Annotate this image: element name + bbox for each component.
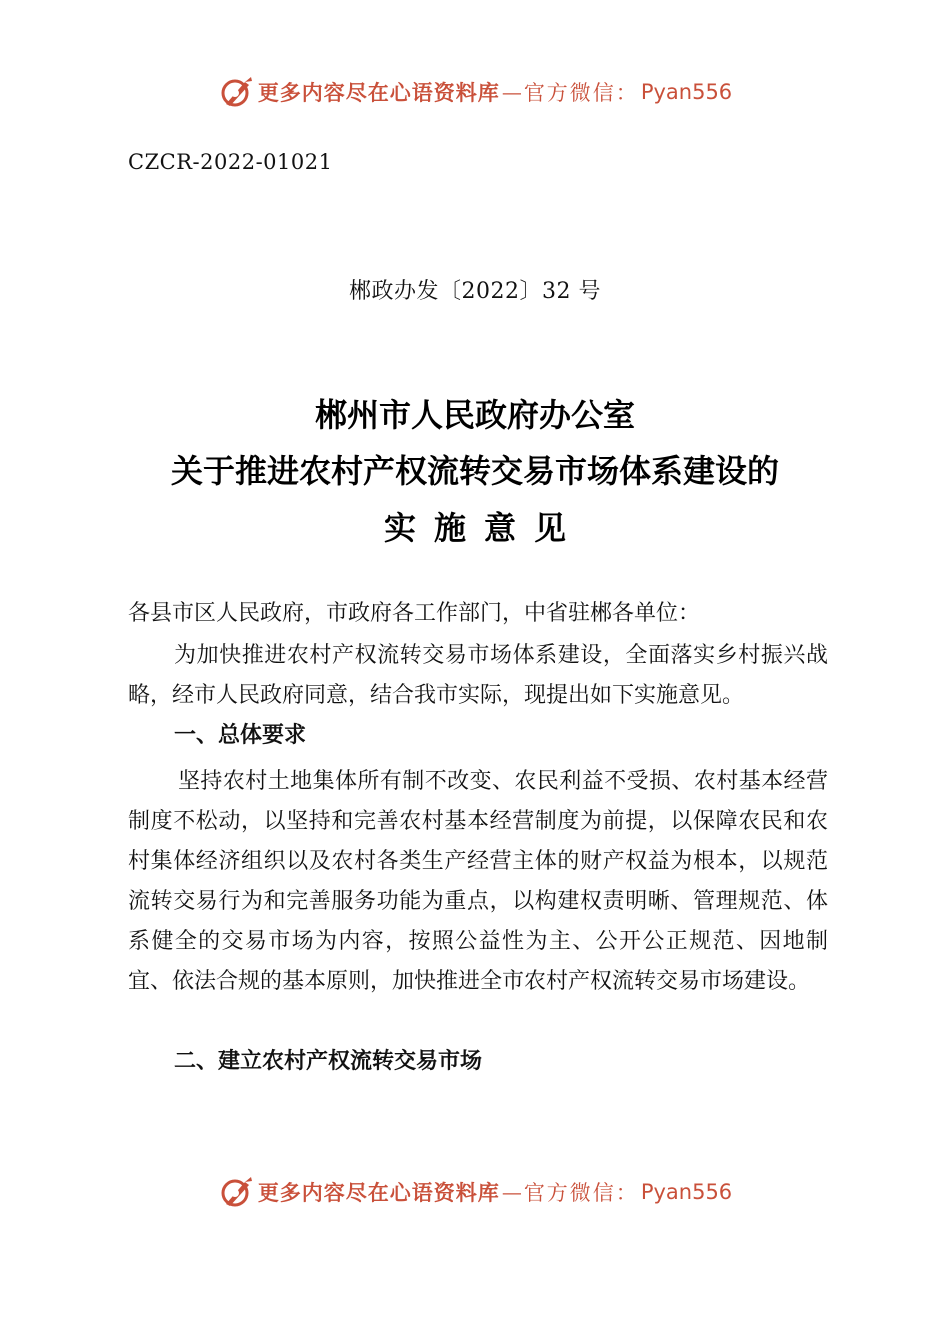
watermark-dash: — bbox=[501, 80, 522, 104]
title-line-2: 关于推进农村产权流转交易市场体系建设的 bbox=[170, 452, 779, 490]
section-2-heading: 二、建立农村产权流转交易市场 bbox=[174, 1049, 483, 1074]
watermark-main-text: 更多内容尽在心语资料库 bbox=[257, 1180, 500, 1205]
document-number: 郴政办发〔2022〕32 号 bbox=[349, 279, 601, 304]
document-code: CZCR-2022-01021 bbox=[128, 150, 333, 174]
intro-paragraph: 为加快推进农村产权流转交易市场体系建设，全面落实乡村振兴战略，经市人民政府同意，结合我市实际，现提出如下实施意见。 bbox=[128, 643, 828, 708]
watermark-wechat-label: 官方微信： bbox=[523, 81, 639, 105]
watermark-main-text: 更多内容尽在心语资料库 bbox=[257, 80, 500, 105]
salutation: 各县市区人民政府，市政府各工作部门，中省驻郴各单位： bbox=[128, 601, 701, 626]
title-line-3: 实施意见 bbox=[383, 509, 584, 547]
footer-watermark-banner bbox=[0, 1170, 950, 1214]
section-1-body: 坚持农村土地集体所有制不改变、农民利益不受损、农村基本经营制度不松动，以坚持和完善农村基本经营制度为前提，以保障农民和农村集体经济组织以及农村各类生产经营主体的财产权益为根本，以规范流转交易行为和完善服务功能为重点，以构建权责明晰、管理规范、体系健全的交易市场为内容，按照公益性为主、公开公正规范、因地制宜、依法合规的基本原则，加快推进全市农村产权流转交易市场建设。 bbox=[128, 769, 828, 994]
section-1-heading: 一、总体要求 bbox=[174, 723, 307, 748]
watermark-wechat-label: 官方微信： bbox=[523, 1181, 639, 1205]
watermark-wechat-id: Pyan556 bbox=[640, 80, 733, 104]
title-line-1: 郴州市人民政府办公室 bbox=[314, 396, 635, 434]
watermark-dash: — bbox=[501, 1180, 522, 1204]
pen-logo-icon bbox=[218, 1174, 254, 1210]
header-watermark-banner bbox=[0, 70, 950, 114]
watermark-wechat-id: Pyan556 bbox=[640, 1180, 733, 1204]
pen-logo-icon bbox=[218, 74, 254, 110]
